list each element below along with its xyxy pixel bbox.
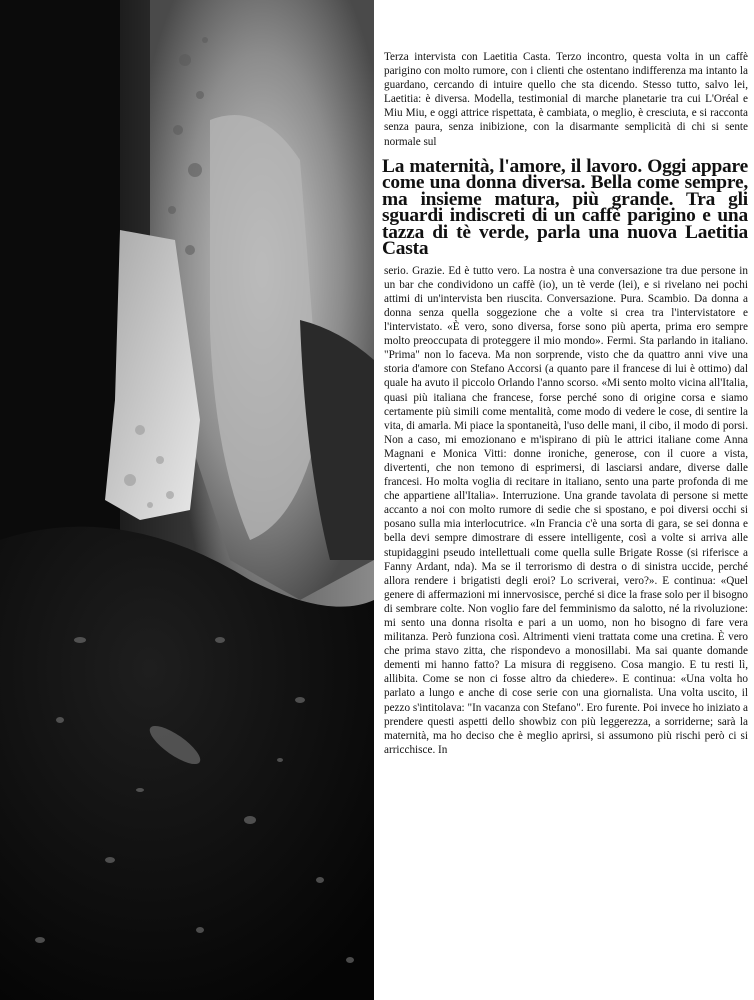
article-intro: Terza intervista con Laetitia Casta. Terzo incontro, questa volta in un caffè parigino con molto rumore, con i clienti che ostentano indifferenza ma intanto la guardano, cercando di intuire quello che sta dicendo. Stesso tutto, salvo lei, Laetitia: è diversa. Modella, testimonial di marche planetarie tra cui L'Oréal e Miu Miu, e oggi attrice rispettata, è cambiata, o meglio, è cresciuta, e si racconta senza paura, senza inibizione, con la disarmante semplicità di chi si sente normale sul (384, 51, 748, 148)
article-photo (0, 0, 374, 1000)
photo-illustration (0, 0, 374, 1000)
article-body: serio. Grazie. Ed è tutto vero. La nostra è una conversazione tra due persone in un bar che condividono un caffè (io), un tè verde (lei), e si rivelano nei pochi attimi di un'intervista ben riuscita. Conversazione. Pura. Scambio. Da donna a donna senza quella soggezione che a volte si crea tra l'intervistatore e l'intervistato. «È vero, sono diversa, forse sono più aperta, prima ero sempre molto preoccupata di proteggere il mio mondo». Fermi. Sta parlando in italiano. "Prima" non lo faceva. Ma non sorprende, visto che da quattro anni vive una storia d'amore con Stefano Accorsi (a quanto pare il francese di lui è ottimo) dal quale ha avuto il piccolo Orlando l'anno scorso. «Mi sento molto vicina all'Italia, quasi più italiana che francese, forse perché sono di origine corsa e siamo certamente più simili come mentalità, come modo di vedere le cose, di sentire la vita, di amarla. Mi piace la spontaneità, l'uso delle mani, il cibo, il modo di porsi. Non a caso, mi emozionano e m'ispirano di più le attrici italiane come Anna Magnani e Monica Vitti: donne ironiche, generose, con il cuore a vista, divertenti, che non temono di esprimersi, di lasciarsi andare, diverse dalle francesi. Ho molta voglia di recitare in italiano, sento una parte profonda di me che appartiene all'Italia». Interruzione. Una grande tavolata di persone si mette accanto a noi con molto rumore di sedie che si spostano, e poi diversi occhi si posano sulla mia interlocutrice. «In Francia c'è una sorta di gara, se sei donna e bella devi sempre dimostrare di essere intelligente, così a volte si arriva alle stupidaggini pseudo intellettuali come quella sulle Brigate Rosse (si riferisce a Fanny Ardant, nda). Ma se il terrorismo di destra o di sinistra uccide, perché allora rendere i brigatisti degli eroi? Lo scriverai, vero?». E continua: «Quel genere di affermazioni mi innervosisce, perché si dice la frase solo per il bisogno di sembrare colte. Non voglio fare del femminismo da salotto, né la rivoluzione: mi sento una donna risolta e pari a un uomo, non ho bisogno di fare vera militanza. Però funziona così. Altrimenti vieni trattata come una cretina. È vero che prima stavo zitta, che rispondevo a monosillabi. Ma sai quante domande dementi mi hanno fatto? La misura di reggiseno. Cosa mangio. E tu resti lì, allibita. Come se non ci fosse altro da chiedere». E continua: «Una volta ho parlato a lungo e anche di cose serie con una giornalista. Una volta uscito, il pezzo s'intitolava: "In vacanza con Stefano". Ero furente. Poi invece ho iniziato a prendere questi aspetti dello showbiz con più leggerezza, a sorriderne; sarà la maternità, ma ho deciso che è meglio aprirsi, si assumono più rischi però ci si arricchisce. In (384, 264, 748, 756)
article-column (384, 50, 748, 757)
pull-quote-text: La maternità, l'amore, il lavoro. Oggi appare come una donna diversa. Bella come sempre, ma insieme matura, più grande. Tra gli sguardi indiscreti di un caffè parigino e una tazza di tè verde, parla una nuova Laetitia Casta (382, 155, 748, 260)
pull-quote (382, 155, 748, 260)
